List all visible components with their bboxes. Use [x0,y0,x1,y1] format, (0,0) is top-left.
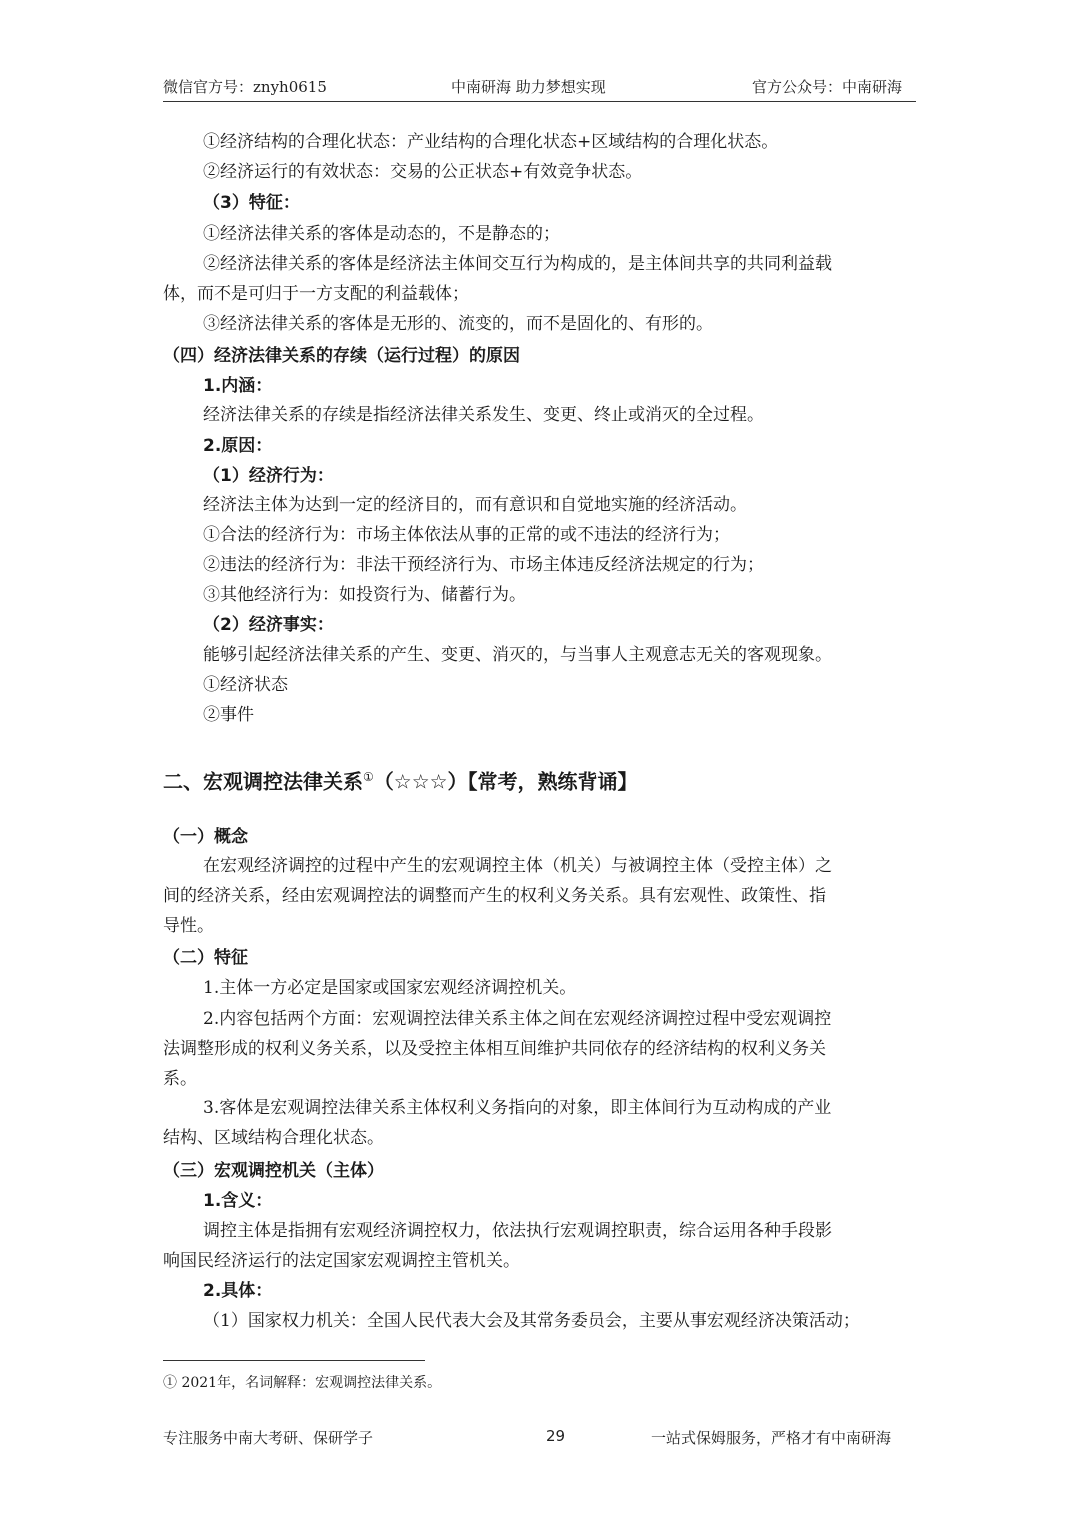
footnote-text: ① 2021年，名词解释：宏观调控法律关系。 [163,1375,442,1391]
paragraph-line: 1.主体一方必定是国家或国家宏观经济调控机关。 [203,978,577,998]
section-heading: （三）宏观调控机关（主体） [163,1161,384,1181]
subheading: 1.内涵： [203,376,273,396]
subheading: （2）经济事实： [203,615,334,635]
paragraph-line: 导性。 [163,916,214,936]
paragraph-line: ②经济运行的有效状态：交易的公正状态+有效竞争状态。 [203,162,643,182]
subheading: 2.具体： [203,1281,273,1301]
subheading: 1.含义： [203,1191,273,1211]
paragraph-line: 响国民经济运行的法定国家宏观调控主管机关。 [163,1251,520,1271]
section-heading: （四）经济法律关系的存续（运行过程）的原因 [163,346,520,366]
section-heading: （二）特征 [163,948,248,968]
subheading: （1）经济行为： [203,466,334,486]
footnote-divider [163,1360,425,1361]
paragraph-line: （1）国家权力机关：全国人民代表大会及其常务委员会，主要从事宏观经济决策活动； [203,1311,860,1331]
footnote-marker[interactable]: ① [363,770,374,784]
paragraph-line: 3.客体是宏观调控法律关系主体权利义务指向的对象，即主体间行为互动构成的产业 [203,1098,832,1118]
paragraph-line: ①经济法律关系的客体是动态的，不是静态的； [203,224,560,244]
header-official-account: 官方公众号：中南研海 [752,78,903,96]
paragraph-line: ①合法的经济行为：市场主体依法从事的正常的或不违法的经济行为； [203,525,730,545]
header-wechat-id: 微信官方号：znyh0615 [163,78,327,96]
paragraph-line: ③经济法律关系的客体是无形的、流变的，而不是固化的、有形的。 [203,314,713,334]
paragraph-line: 系。 [163,1069,197,1089]
header-slogan: 中南研海 助力梦想实现 [451,78,606,96]
paragraph-line: 2.内容包括两个方面：宏观调控法律关系主体之间在宏观经济调控过程中受宏观调控 [203,1009,832,1029]
footer-right-text: 一站式保姆服务，严格才有中南研海 [651,1429,892,1447]
paragraph-line: ①经济状态 [203,675,288,695]
paragraph-line: 调控主体是指拥有宏观经济调控权力，依法执行宏观调控职责，综合运用各种手段影 [203,1221,832,1241]
paragraph-line: 体，而不是可归于一方支配的利益载体； [163,284,469,304]
paragraph-line: 经济法律关系的存续是指经济法律关系发生、变更、终止或消灭的全过程。 [203,405,764,425]
paragraph-line: 能够引起经济法律关系的产生、变更、消灭的，与当事人主观意志无关的客观现象。 [203,645,832,665]
paragraph-line: 经济法主体为达到一定的经济目的，而有意识和自觉地实施的经济活动。 [203,495,747,515]
subheading: （3）特征： [203,193,300,213]
paragraph-line: ①经济结构的合理化状态：产业结构的合理化状态+区域结构的合理化状态。 [203,132,779,152]
page-number: 29 [546,1427,566,1445]
paragraph-line: ②违法的经济行为：非法干预经济行为、市场主体违反经济法规定的行为； [203,555,764,575]
paragraph-line: ②经济法律关系的客体是经济法主体间交互行为构成的，是主体间共享的共同利益载 [203,254,832,274]
chapter-heading-rating: （☆☆☆）【常考，熟练背诵】 [373,769,638,794]
section-heading: （一）概念 [163,827,248,847]
subheading: 2.原因： [203,436,273,456]
header-divider [163,101,916,102]
paragraph-line: ③其他经济行为：如投资行为、储蓄行为。 [203,585,526,605]
paragraph-line: 在宏观经济调控的过程中产生的宏观调控主体（机关）与被调控主体（受控主体）之 [203,856,832,876]
footer-left-text: 专注服务中南大考研、保研学子 [163,1429,374,1447]
chapter-heading [163,764,638,795]
paragraph-line: ②事件 [203,705,254,725]
paragraph-line: 法调整形成的权利义务关系，以及受控主体相互间维护共同依存的经济结构的权利义务关 [163,1039,826,1059]
paragraph-line: 间的经济关系，经由宏观调控法的调整而产生的权利义务关系。具有宏观性、政策性、指 [163,886,826,906]
chapter-heading-title: 二、宏观调控法律关系 [163,769,363,794]
paragraph-line: 结构、区域结构合理化状态。 [163,1128,384,1148]
